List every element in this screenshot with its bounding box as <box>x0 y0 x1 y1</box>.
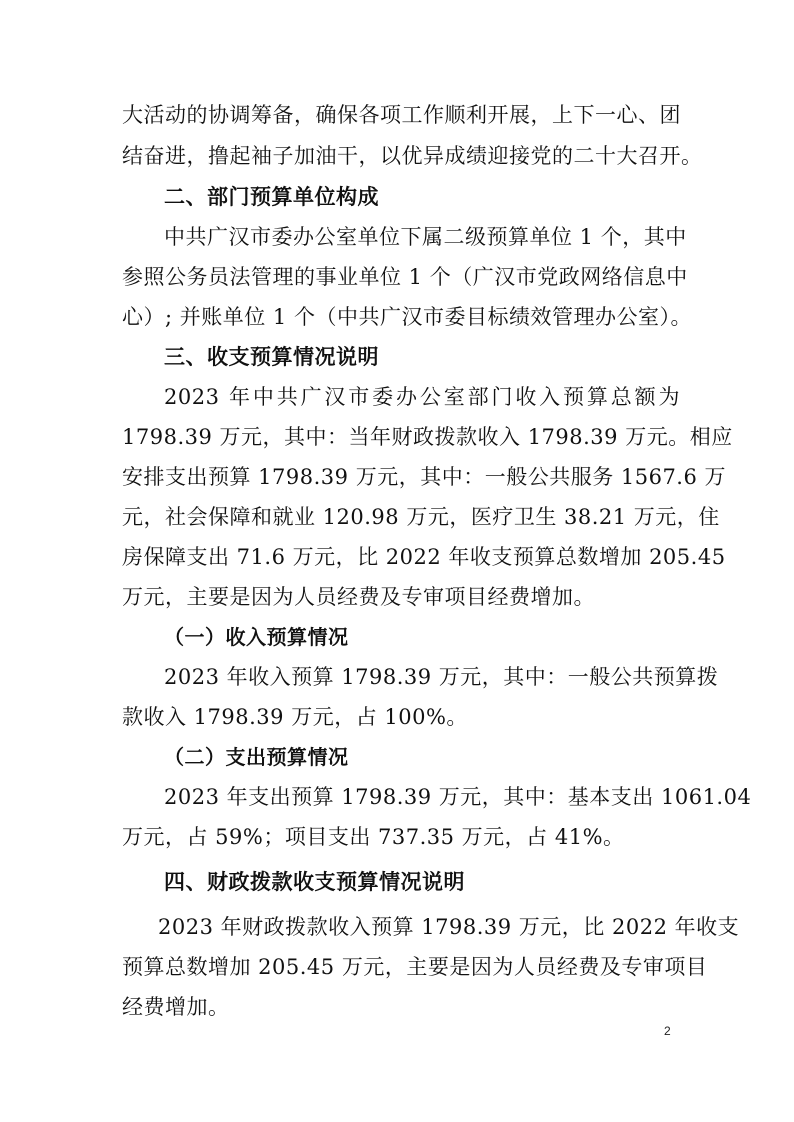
paragraph-line: 中共广汉市委办公室单位下属二级预算单位 1 个，其中 <box>164 225 687 249</box>
subsection-heading: （一）收入预算情况 <box>164 625 349 649</box>
paragraph-line: 款收入 1798.39 万元，占 100%。 <box>122 705 468 729</box>
paragraph-line: 大活动的协调筹备，确保各项工作顺利开展，上下一心、团 <box>122 103 681 127</box>
paragraph-line: 心）; 并账单位 1 个（中共广汉市委目标绩效管理办公室）。 <box>122 305 692 329</box>
section-heading: 三、收支预算情况说明 <box>164 345 379 369</box>
subsection-heading: （二）支出预算情况 <box>164 745 349 769</box>
paragraph-line: 元，社会保障和就业 120.98 万元，医疗卫生 38.21 万元，住 <box>122 505 720 529</box>
section-heading: 四、财政拨款收支预算情况说明 <box>164 870 465 894</box>
paragraph-line: 房保障支出 71.6 万元，比 2022 年收支预算总数增加 205.45 <box>122 545 726 569</box>
paragraph-line: 参照公务员法管理的事业单位 1 个（广汉市党政网络信息中 <box>122 265 688 289</box>
paragraph-line: 万元，占 59%；项目支出 737.35 万元，占 41%。 <box>122 825 625 849</box>
paragraph-line: 万元，主要是因为人员经费及专审项目经费增加。 <box>122 585 595 609</box>
paragraph-line: 安排支出预算 1798.39 万元，其中：一般公共服务 1567.6 万 <box>122 465 727 489</box>
paragraph-line: 2023 年支出预算 1798.39 万元，其中：基本支出 1061.04 <box>164 785 752 809</box>
paragraph-line: 2023 年中共广汉市委办公室部门收入预算总额为 <box>164 385 680 409</box>
paragraph-line: 结奋进，撸起袖子加油干，以优异成绩迎接党的二十大召开。 <box>122 144 703 168</box>
section-heading: 二、部门预算单位构成 <box>164 185 379 209</box>
paragraph-line: 1798.39 万元，其中：当年财政拨款收入 1798.39 万元。相应 <box>122 425 733 449</box>
paragraph-line: 2023 年收入预算 1798.39 万元，其中：一般公共预算拨 <box>164 665 719 689</box>
paragraph-line: 2023 年财政拨款收入预算 1798.39 万元，比 2022 年收支 <box>158 915 740 939</box>
paragraph-line: 经费增加。 <box>122 995 230 1019</box>
paragraph-line: 预算总数增加 205.45 万元，主要是因为人员经费及专审项目 <box>122 955 708 979</box>
page-number: 2 <box>664 1024 671 1038</box>
